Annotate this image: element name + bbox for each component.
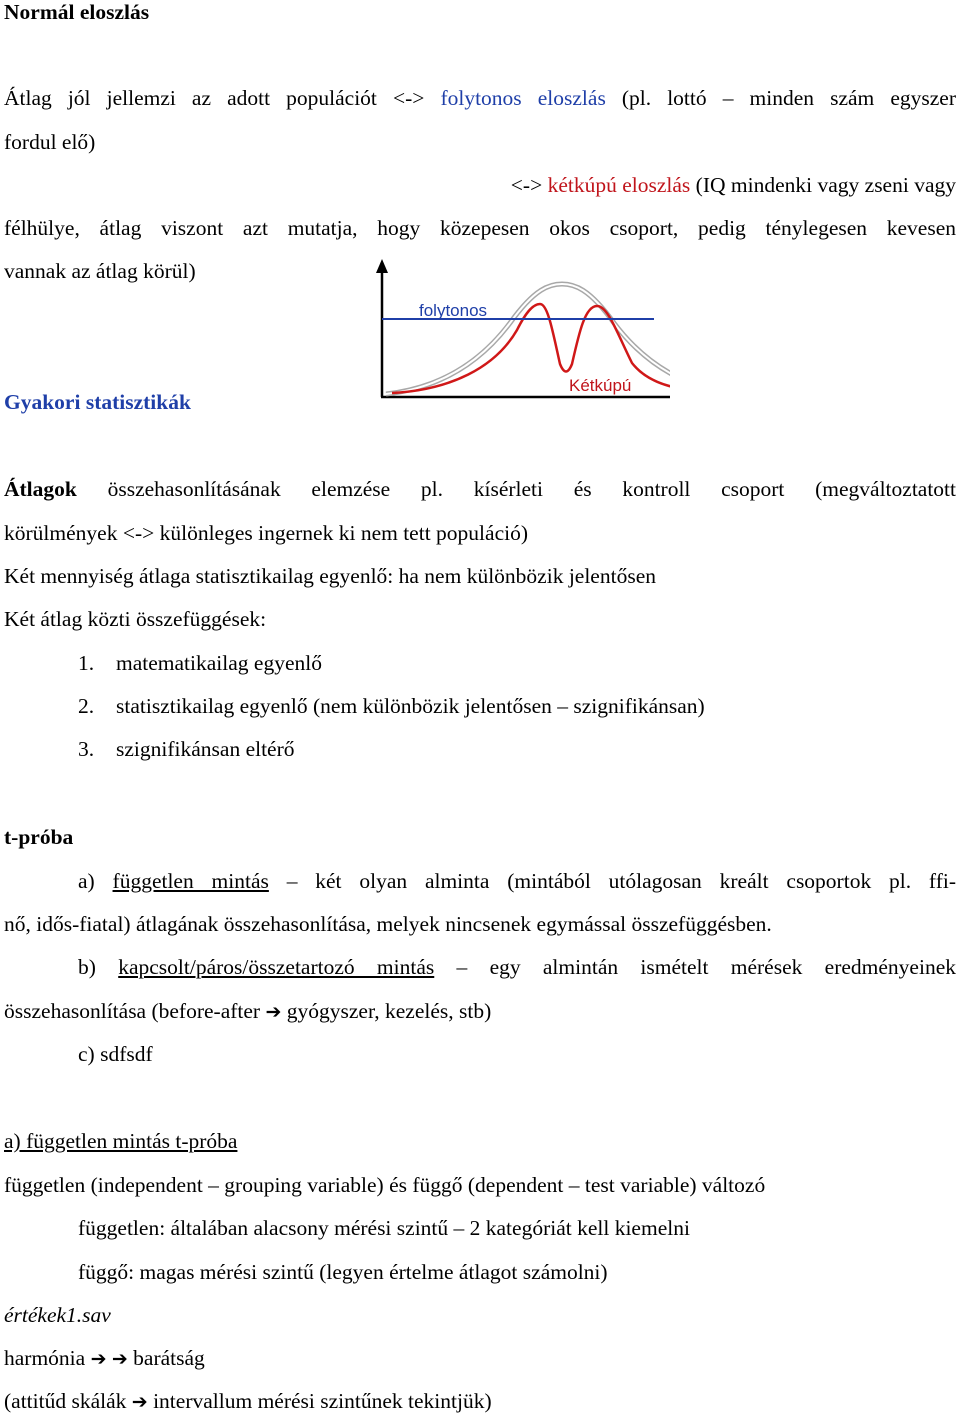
list-number: 1. — [78, 651, 95, 675]
indep-line-5 — [4, 1344, 205, 1373]
intro-line-5: vannak az átlag körül) — [4, 259, 196, 283]
right-arrow-icon: ➔ — [265, 1001, 282, 1023]
means-line-3: Két mennyiség átlaga statisztikailag egyenlő: ha nem különbözik jelentősen — [4, 564, 656, 588]
indep-text: intervallum mérési szintűnek tekintjük) — [147, 1389, 492, 1413]
indep-line-3: függő: magas mérési szintű (legyen értelme átlagot számolni) — [78, 1260, 608, 1284]
list-text: statisztikailag egyenlő (nem különbözik jelentősen – szignifikánsan) — [116, 694, 705, 718]
list-number: 3. — [78, 737, 95, 761]
continuous-label: folytonos — [419, 301, 488, 320]
ttest-c-line: c) sdfsdf — [78, 1042, 153, 1066]
means-line-4: Két átlag közti összefüggések: — [4, 607, 267, 631]
ttest-text: – két olyan alminta (mintából utólagosan kreált csoportok pl. ffi- — [268, 869, 956, 893]
bimodal-label: Kétkúpú — [569, 376, 632, 395]
ttest-text: összehasonlítása (before-after — [4, 999, 266, 1023]
intro-line-4: félhülye, átlag viszont azt mutatja, hogy közepesen okos csoport, pedig ténylegesen kevesen — [4, 216, 956, 240]
means-line-2: körülmények <-> különleges ingernek ki nem tett populáció) — [4, 521, 528, 545]
bimodal-term: kétkúpú eloszlás — [547, 173, 691, 197]
right-arrow-icon: ➔ — [111, 1348, 128, 1370]
list-text: szignifikánsan eltérő — [116, 737, 295, 761]
right-arrow-icon: ➔ — [131, 1391, 148, 1413]
indep-line-1: független (independent – grouping variable) és függő (dependent – test variable) változó — [4, 1173, 766, 1197]
independent-link[interactable]: független mintás — [112, 869, 269, 893]
means-bold-term: Átlagok — [4, 477, 77, 501]
list-item — [78, 649, 322, 677]
ttest-b-line-1 — [78, 953, 956, 981]
paired-link[interactable]: kapcsolt/páros/összetartozó mintás — [118, 955, 435, 979]
continuous-term: folytonos eloszlás — [440, 86, 606, 110]
right-arrow-icon: ➔ — [90, 1348, 107, 1370]
section-heading-stats: Gyakori statisztikák — [4, 390, 191, 414]
means-line-1 — [4, 475, 956, 503]
indep-line-2: független: általában alacsony mérési szintű – 2 kategóriát kell kiemelni — [78, 1216, 690, 1240]
intro-line-1 — [4, 84, 956, 112]
list-item — [78, 735, 295, 763]
ttest-text: b) — [78, 955, 119, 979]
indep-text: (attitűd skálák — [4, 1389, 132, 1413]
indep-text: harmónia — [4, 1346, 91, 1370]
list-text: matematikailag egyenlő — [116, 651, 322, 675]
ttest-b-line-2 — [4, 997, 491, 1026]
y-axis-arrow-icon — [376, 259, 388, 273]
indep-text: barátság — [133, 1346, 205, 1370]
intro-line-3 — [511, 171, 956, 199]
list-item — [78, 692, 705, 720]
data-file-name: értékek1.sav — [4, 1303, 111, 1327]
ttest-a-line-2: nő, idős-fiatal) átlagának összehasonlítása, melyek nincsenek egymással összefüggésben. — [4, 912, 772, 936]
distribution-figure — [370, 258, 670, 408]
section-heading-ttest: t-próba — [4, 825, 74, 849]
independent-ttest-heading: a) független mintás t-próba — [4, 1129, 238, 1153]
intro-text: (IQ mindenki vagy zseni vagy — [690, 173, 956, 197]
intro-text: <-> — [510, 173, 548, 197]
intro-line-2: fordul elő) — [4, 130, 96, 154]
ttest-text: gyógyszer, kezelés, stb) — [281, 999, 492, 1023]
intro-text: Átlag jól jellemzi az adott populációt <-> — [4, 86, 441, 110]
list-number: 2. — [78, 694, 95, 718]
ttest-text: a) — [78, 869, 113, 893]
intro-text: (pl. lottó – minden szám egyszer — [605, 86, 956, 110]
ttest-a-line-1 — [78, 867, 956, 895]
ttest-text: – egy almintán ismételt mérések eredményeinek — [434, 955, 956, 979]
page-title: Normál eloszlás — [4, 0, 150, 24]
indep-line-6 — [4, 1387, 492, 1416]
means-text: összehasonlításának elemzése pl. kísérleti és kontroll csoport (megváltoztatott — [76, 477, 956, 501]
